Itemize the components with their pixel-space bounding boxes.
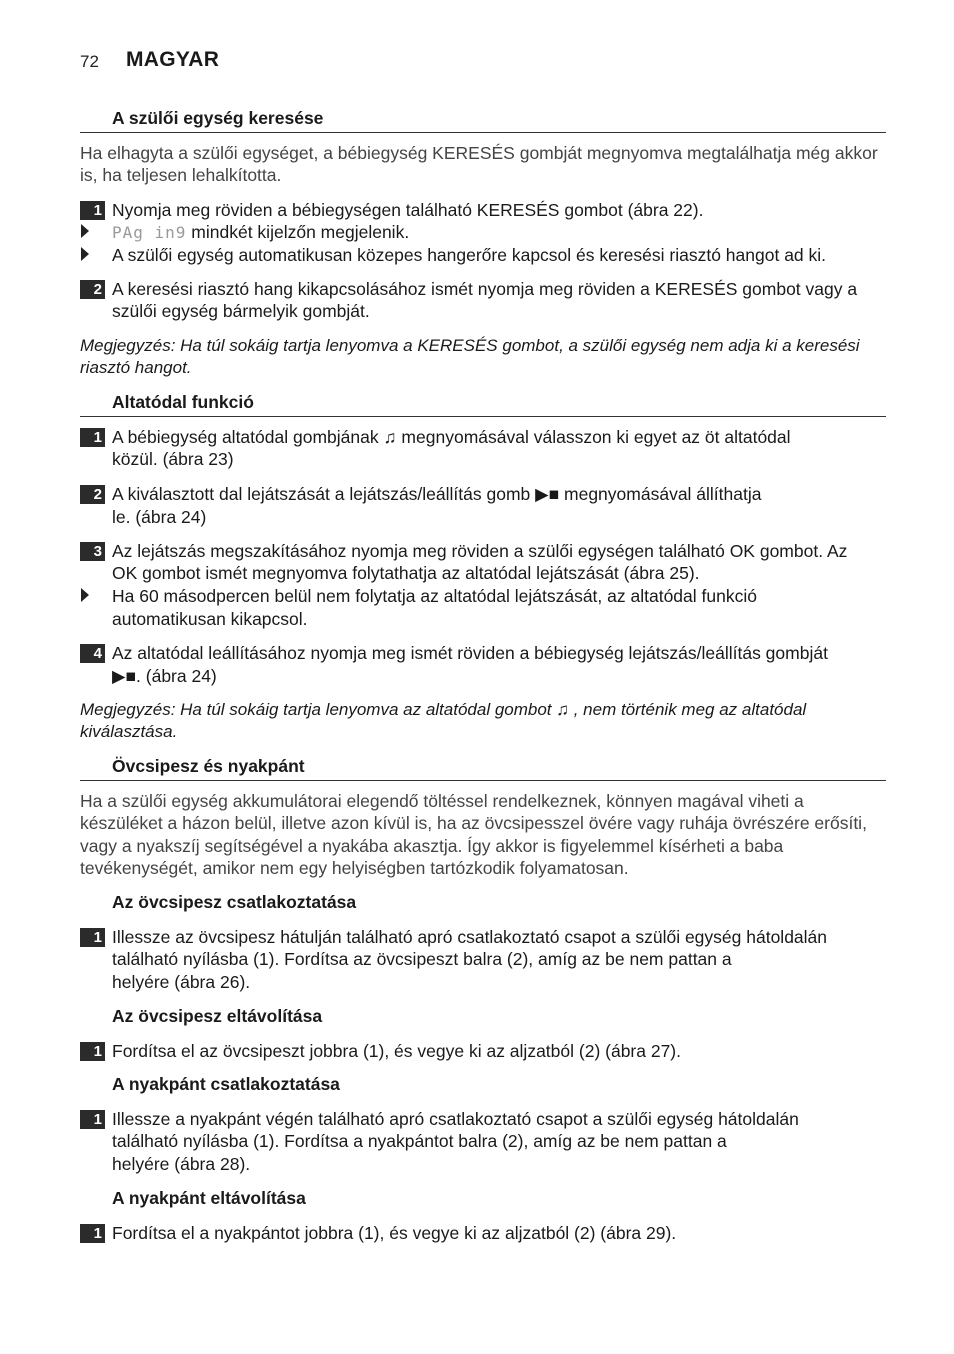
step-text: Nyomja meg röviden a bébiegységen található KERESÉS gombot (ábra 22). <box>112 200 704 220</box>
bullet-text: Ha 60 másodpercen belül nem folytatja az altatódal lejátszását, az altatódal funkció <box>112 586 757 606</box>
subsection-title: A nyakpánt csatlakoztatása <box>112 1074 340 1094</box>
intro-line: Ha a szülői egység akkumulátorai elegendő töltéssel rendelkeznek, könnyen magával viheti a <box>80 791 804 811</box>
page-number: 72 <box>80 52 99 71</box>
intro-line: készüléket a házon belül, illetve azon kívül is, ha az övcsipesszel övére vagy ruhája övrészére erősíti, <box>80 813 867 833</box>
step-text: Fordítsa el az övcsipeszt jobbra (1), és vegye ki az aljzatból (2) (ábra 27). <box>112 1041 681 1061</box>
step-number-box: 2 <box>80 280 105 299</box>
note-text: riasztó hangot. <box>80 358 192 377</box>
intro-line: is, ha teljesen lehalkította. <box>80 165 282 185</box>
language-title: MAGYAR <box>126 48 220 71</box>
step-number-box: 1 <box>80 1042 105 1061</box>
step-text: Illessze az övcsipesz hátulján található apró csatlakoztató csapot a szülői egység hátoldalán <box>112 927 828 947</box>
subsection-title: Az övcsipesz csatlakoztatása <box>112 892 357 912</box>
step-number-box: 1 <box>80 201 105 220</box>
step-text: A bébiegység altatódal gombjának ♫ megnyomásával válasszon ki egyet az öt altatódal <box>112 427 791 447</box>
step-text: található nyílásba (1). Fordítsa az övcsipeszt balra (2), amíg az be nem pattan a <box>112 949 732 969</box>
bullet-icon <box>81 588 89 602</box>
note-text: Megjegyzés: Ha túl sokáig tartja lenyomva a KERESÉS gombot, a szülői egység nem adja ki a keresési <box>80 336 860 355</box>
note-text: kiválasztása. <box>80 722 178 741</box>
step-text: Az altatódal leállításához nyomja meg ismét röviden a bébiegység lejátszás/leállítás gombját <box>112 643 828 663</box>
lcd-display-text: PAg in9 <box>112 223 187 242</box>
step-number-box: 1 <box>80 1110 105 1129</box>
subsection-title: A nyakpánt eltávolítása <box>112 1188 306 1208</box>
intro-line: Ha elhagyta a szülői egységet, a bébiegység KERESÉS gombját megnyomva megtalálhatja még akkor <box>80 143 878 163</box>
step-text: található nyílásba (1). Fordítsa a nyakpántot balra (2), amíg az be nem pattan a <box>112 1131 727 1151</box>
section-title-lullaby: Altatódal funkció <box>112 392 254 412</box>
step-number-box: 2 <box>80 485 105 504</box>
step-text: Illessze a nyakpánt végén található apró csatlakoztató csapot a szülői egység hátoldalán <box>112 1109 799 1129</box>
bullet-icon <box>81 247 89 261</box>
section-rule <box>80 132 886 133</box>
step-text: ▶■. (ábra 24) <box>112 666 217 686</box>
step-text: OK gombot ismét megnyomva folytathatja az altatódal lejátszását (ábra 25). <box>112 563 700 583</box>
step-number-box: 3 <box>80 542 105 561</box>
step-number-box: 1 <box>80 928 105 947</box>
subsection-title: Az övcsipesz eltávolítása <box>112 1006 323 1026</box>
step-number-box: 1 <box>80 428 105 447</box>
bullet-text: A szülői egység automatikusan közepes hangerőre kapcsol és keresési riasztó hangot ad ki. <box>112 245 827 265</box>
step-number-box: 4 <box>80 644 105 663</box>
bullet-icon <box>81 224 89 238</box>
step-text: A keresési riasztó hang kikapcsolásához ismét nyomja meg röviden a KERESÉS gombot vagy a <box>112 279 858 299</box>
section-rule <box>80 780 886 781</box>
step-text: Az lejátszás megszakításához nyomja meg röviden a szülői egységen található OK gombot. Az <box>112 541 848 561</box>
step-number-box: 1 <box>80 1224 105 1243</box>
step-text: közül. (ábra 23) <box>112 449 234 469</box>
intro-line: tevékenységét, amikor nem egy helyiségben tartózkodik folyamatosan. <box>80 858 629 878</box>
step-text: le. (ábra 24) <box>112 507 207 527</box>
section-title-parent-unit-search: A szülői egység keresése <box>112 108 324 128</box>
step-text: helyére (ábra 26). <box>112 972 251 992</box>
step-text: szülői egység bármelyik gombját. <box>112 301 370 321</box>
section-title-beltclip-neckstrap: Övcsipesz és nyakpánt <box>112 756 305 776</box>
bullet-text: automatikusan kikapcsol. <box>112 609 308 629</box>
section-rule <box>80 416 886 417</box>
intro-line: vagy a nyakszíj segítségével a nyakába akasztja. Így akkor is figyelemmel kísérheti a baba <box>80 836 784 856</box>
step-text: Fordítsa el a nyakpántot jobbra (1), és vegye ki az aljzatból (2) (ábra 29). <box>112 1223 677 1243</box>
bullet-text <box>112 221 409 245</box>
bullet-text-rest: mindkét kijelzőn megjelenik. <box>186 222 410 242</box>
step-text: A kiválasztott dal lejátszását a lejátszás/leállítás gomb ▶■ megnyomásával állíthatja <box>112 484 762 504</box>
step-text: helyére (ábra 28). <box>112 1154 251 1174</box>
note-text: Megjegyzés: Ha túl sokáig tartja lenyomva az altatódal gombot ♫ , nem történik meg az altatódal <box>80 700 807 719</box>
